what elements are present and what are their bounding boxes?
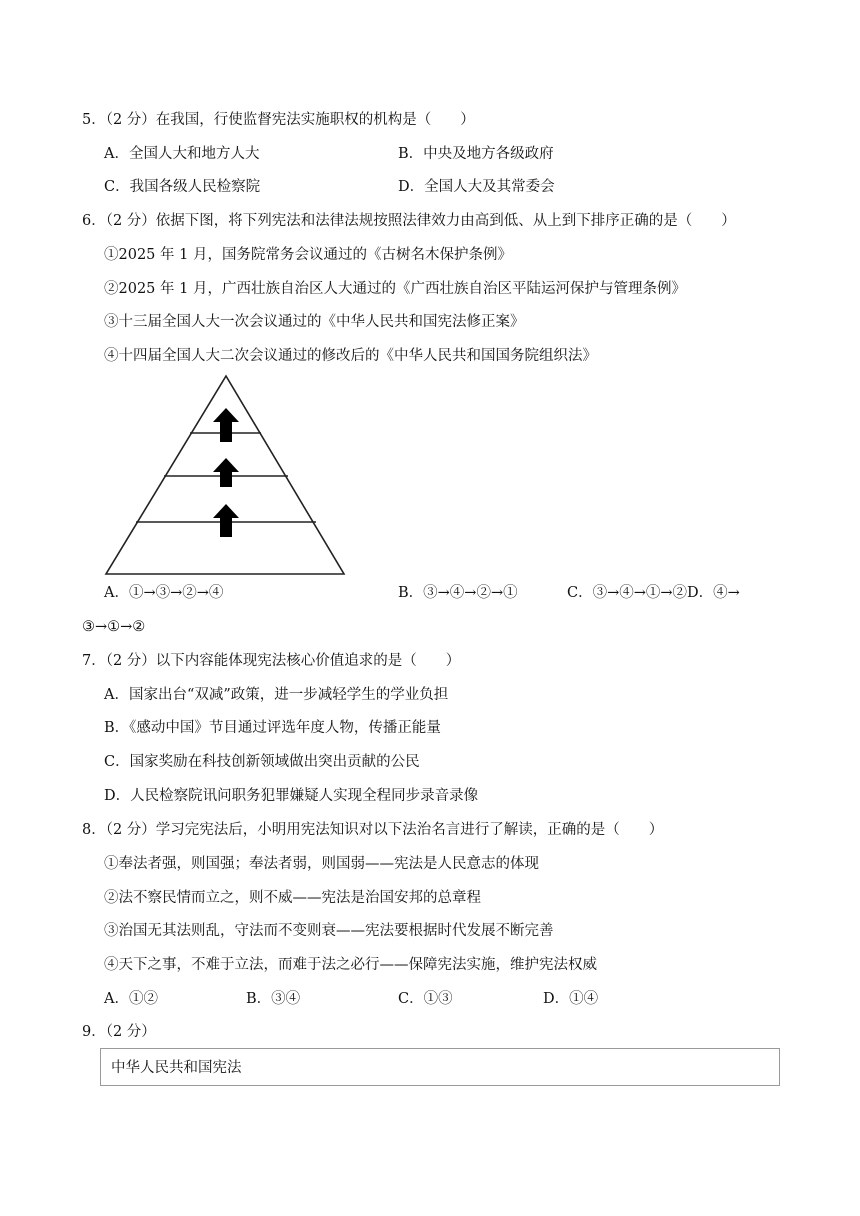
q5-option-b[interactable]: B．中央及地方各级政府 <box>398 146 554 162</box>
q8-option-a[interactable]: A．①② <box>104 991 158 1007</box>
q8-item-3: ③治国无其法则乱，守法而不变则衰——宪法要根据时代发展不断完善 <box>104 923 554 939</box>
q7-option-d[interactable]: D．人民检察院讯问职务犯罪嫌疑人实现全程同步录音录像 <box>104 788 479 804</box>
q8-option-d[interactable]: D．①④ <box>543 991 599 1007</box>
q8-option-c[interactable]: C．①③ <box>398 991 453 1007</box>
q8-item-4: ④天下之事，不难于立法，而难于法之必行——保障宪法实施，维护宪法权威 <box>104 957 597 973</box>
q9-stem: 9．（2 分） <box>82 1024 156 1040</box>
q5-option-a[interactable]: A．全国人大和地方人大 <box>104 146 260 162</box>
q7-option-b[interactable]: B．《感动中国》节目通过评选年度人物，传播正能量 <box>104 720 441 736</box>
q7-option-a[interactable]: A．国家出台“双减”政策，进一步减轻学生的学业负担 <box>104 687 449 703</box>
q8-item-1: ①奉法者强，则国强；奉法者弱，则国弱——宪法是人民意志的体现 <box>104 856 539 872</box>
legal-hierarchy-pyramid <box>104 374 348 576</box>
q6-item-4: ④十四届全国人大二次会议通过的修改后的《中华人民共和国国务院组织法》 <box>104 348 597 364</box>
q6-item-3: ③十三届全国人大一次会议通过的《中华人民共和国宪法修正案》 <box>104 314 525 330</box>
q6-option-a[interactable]: A．①→③→②→④ <box>104 585 224 601</box>
q8-option-b[interactable]: B．③④ <box>246 991 301 1007</box>
q9-material-text: 中华人民共和国宪法 <box>111 1060 242 1076</box>
q5-option-d[interactable]: D．全国人大及其常委会 <box>398 179 555 195</box>
q6-option-c-d[interactable]: C．③→④→①→②D．④→ <box>567 585 740 601</box>
q8-stem: 8．（2 分）学习完宪法后，小明用宪法知识对以下法治名言进行了解读，正确的是（ ） <box>82 822 664 838</box>
q9-material-box <box>100 1048 780 1086</box>
q6-stem: 6．（2 分）依据下图，将下列宪法和法律法规按照法律效力由高到低、从上到下排序正确的是（ ） <box>82 213 736 229</box>
q7-option-c[interactable]: C．国家奖励在科技创新领域做出突出贡献的公民 <box>104 754 420 770</box>
q5-stem: 5．（2 分）在我国，行使监督宪法实施职权的机构是（ ） <box>82 112 475 128</box>
q6-item-2: ②2025 年 1 月，广西壮族自治区人大通过的《广西壮族自治区平陆运河保护与管理条例》 <box>104 281 686 297</box>
q5-option-c[interactable]: C．我国各级人民检察院 <box>104 179 261 195</box>
q8-item-2: ②法不察民情而立之，则不威——宪法是治国安邦的总章程 <box>104 890 481 906</box>
q6-option-b[interactable]: B．③→④→②→① <box>398 585 518 601</box>
q6-option-d-continued[interactable]: ③→①→② <box>82 619 146 635</box>
q7-stem: 7．（2 分）以下内容能体现宪法核心价值追求的是（ ） <box>82 653 461 669</box>
q6-item-1: ①2025 年 1 月，国务院常务会议通过的《古树名木保护条例》 <box>104 247 512 263</box>
